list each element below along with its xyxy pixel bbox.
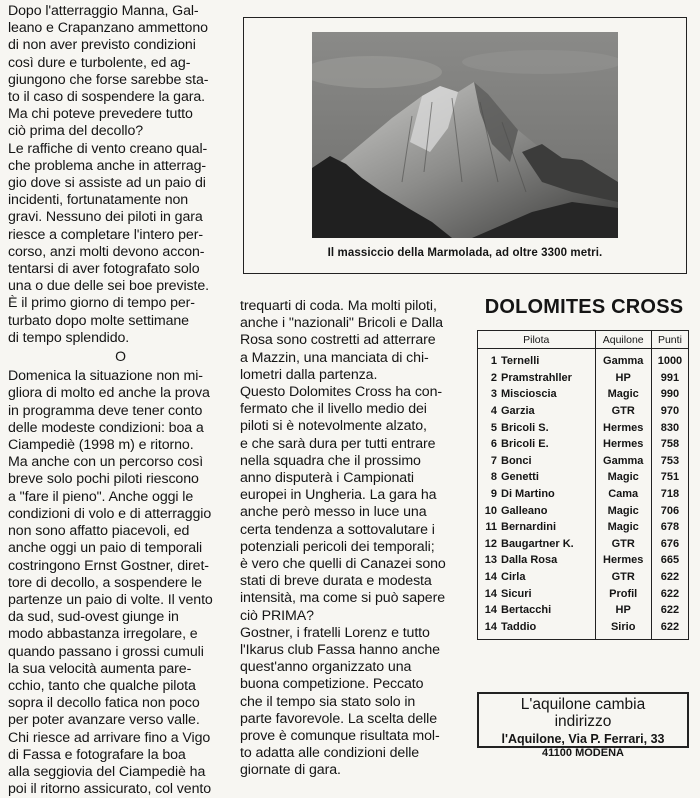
results-rank: 14 [484, 604, 497, 617]
results-rank: 1 [490, 355, 497, 368]
results-points: 706 [651, 502, 688, 519]
text-line: lometri dalla partenza. [240, 366, 378, 383]
text-line: è vero che quelli di Canazei sono [240, 556, 446, 573]
results-points: 758 [651, 436, 688, 453]
text-line: Chi riesce ad arrivare fino a Vigo [8, 729, 211, 746]
results-pilot [478, 403, 596, 420]
text-line: alla seggiovia del Ciampediè ha [8, 763, 206, 780]
results-glider: Magic [595, 386, 651, 403]
results-rank: 13 [484, 554, 497, 567]
header-points: Punti [651, 331, 688, 349]
results-row [478, 453, 689, 470]
results-pilot [478, 436, 596, 453]
photo-frame [243, 17, 687, 274]
results-pilot-name: Ternelli [501, 355, 540, 368]
results-points: 622 [651, 569, 688, 586]
text-line: Domenica la situazione non mi- [8, 368, 203, 385]
text-line: la sua velocità aumenta pare- [8, 660, 192, 677]
photo-caption: Il massiccio della Marmolada, ad oltre 3300 metri. [327, 247, 603, 259]
text-line: riesce a completare l'intero per- [8, 226, 203, 243]
text-line: corso, anzi molti devono accon- [8, 243, 205, 260]
text-line: prove è comunque risultata mol- [240, 728, 440, 745]
results-rank: 2 [490, 371, 497, 384]
results-pilot [478, 569, 596, 586]
text-line: gliora di molto ed anche la prova [8, 385, 210, 402]
results-glider: HP [595, 370, 651, 387]
results-glider: Sirio [595, 619, 651, 640]
results-row [478, 552, 689, 569]
results-pilot [478, 552, 596, 569]
results-rank: 10 [484, 504, 497, 517]
results-rank: 14 [484, 587, 497, 600]
results-pilot [478, 453, 596, 470]
results-glider: Gamma [595, 349, 651, 370]
results-pilot-name: Galleano [501, 504, 548, 517]
text-line: poi il ritorno assicurato, col vento [8, 781, 212, 798]
text-line: ciò prima del decollo? [8, 123, 144, 140]
text-line: giungono che forse sarebbe sta- [8, 71, 209, 88]
results-row [478, 502, 689, 519]
text-line: sopra il decollo fatica non poco [8, 695, 200, 712]
text-line: l'Ikarus club Fassa hanno anche [240, 642, 440, 659]
results-rank: 5 [490, 421, 497, 434]
results-points: 990 [651, 386, 688, 403]
results-pilot [478, 486, 596, 503]
text-line: di non aver previsto condizioni [8, 37, 196, 54]
results-points: 718 [651, 486, 688, 503]
text-line: partenze un paio di volte. Il vento [8, 591, 213, 608]
results-row [478, 469, 689, 486]
results-rank: 14 [484, 620, 497, 633]
results-title: DOLOMITES CROSS [484, 296, 684, 318]
results-pilot [478, 619, 596, 640]
text-line: piloti si è notevolmente alzato, [240, 418, 427, 435]
text-line: da sud, sud-ovest giunge in [8, 609, 179, 626]
results-row [478, 349, 689, 370]
text-line: parte favorevole. La scelta delle [240, 710, 438, 727]
text-line: di Fassa e fotografare la boa [8, 746, 186, 763]
results-rank: 11 [485, 521, 497, 534]
text-line: anno disputerà i Campionati [240, 470, 414, 487]
results-pilot [478, 519, 596, 536]
text-line: intensità, ma come si può sapere [240, 590, 445, 607]
results-glider: Hermes [595, 436, 651, 453]
results-pilot-name: Cirla [501, 571, 526, 584]
results-pilot-name: Bonci [501, 454, 532, 467]
results-pilot-name: Di Martino [501, 488, 555, 501]
text-line: È il primo giorno di tempo per- [8, 295, 195, 312]
results-pilot-name: Dalla Rosa [501, 554, 558, 567]
text-line: anche però messo in luce una [240, 504, 427, 521]
text-line: to adatta alle condizioni delle [240, 745, 420, 762]
text-line: condizioni di volo e di atterraggio [8, 505, 212, 522]
text-line: Le raffiche di vento creano qual- [8, 140, 208, 157]
article-paragraph-2 [8, 368, 233, 798]
results-pilot-name: Bertacchi [501, 604, 552, 617]
article-paragraph-1 [8, 3, 233, 347]
text-line: stati di breve durata e modesta [240, 573, 432, 590]
text-line: incidenti, fortunatamente non [8, 192, 189, 209]
results-points: 751 [651, 469, 688, 486]
results-pilot [478, 370, 596, 387]
text-line: Ma anche con un percorso così [8, 454, 204, 471]
results-points: 622 [651, 619, 688, 640]
results-points: 665 [651, 552, 688, 569]
text-line: che il tempo sia stato solo in [240, 693, 416, 710]
results-pilot-name: Bricoli S. [501, 421, 549, 434]
results-row [478, 536, 689, 553]
notice-address: l'Aquilone, Via P. Ferrari, 33 [501, 732, 665, 746]
text-line: modo abbastanza irregolare, e [8, 626, 198, 643]
header-pilot: Pilota [478, 331, 596, 349]
results-points: 830 [651, 419, 688, 436]
results-rank: 4 [490, 405, 497, 418]
text-line: tore di decollo, a sospendere le [8, 574, 202, 591]
text-line: Gostner, i fratelli Lorenz e tutto [240, 624, 430, 641]
text-line: turbato dopo molte settimane [8, 312, 189, 329]
results-row [478, 602, 689, 619]
results-rank: 14 [484, 571, 497, 584]
results-row [478, 386, 689, 403]
results-pilot-name: Miscioscia [501, 388, 557, 401]
text-line: in programma deve tener conto [8, 402, 203, 419]
results-glider: Magic [595, 519, 651, 536]
results-pilot [478, 419, 596, 436]
text-line: leano e Crapanzano ammettono [8, 20, 208, 37]
text-line: giornate di gara. [240, 762, 341, 779]
text-line: to il caso di sospendere la gara. [8, 89, 206, 106]
text-line: di tempo splendido. [8, 329, 130, 346]
text-line: costringono Ernst Gostner, diret- [8, 557, 209, 574]
results-glider: Magic [595, 469, 651, 486]
text-line: certa tendenza a sottovalutare i [240, 521, 435, 538]
results-rank: 3 [490, 388, 497, 401]
results-glider: Profil [595, 585, 651, 602]
results-pilot [478, 536, 596, 553]
results-points: 753 [651, 453, 688, 470]
text-line: potenziali pericoli dei temporali; [240, 538, 435, 555]
text-line: Dopo l'atterraggio Manna, Gal- [8, 3, 199, 19]
results-row [478, 569, 689, 586]
results-pilot-name: Pramstrahller [501, 371, 572, 384]
results-glider: Hermes [595, 552, 651, 569]
text-line: a "fare il pieno". Anche oggi le [8, 488, 194, 505]
results-points: 991 [651, 370, 688, 387]
results-row [478, 619, 689, 640]
text-line: gravi. Nessuno dei piloti in gara [8, 209, 203, 226]
results-points: 1000 [651, 349, 688, 370]
notice-title-line2: indirizzo [554, 713, 612, 730]
results-points: 622 [651, 602, 688, 619]
text-line: delle modeste condizioni: boa a [8, 419, 204, 436]
results-rank: 9 [490, 488, 497, 501]
results-pilot-name: Bricoli E. [501, 438, 549, 451]
results-pilot [478, 469, 596, 486]
text-line: trequarti di coda. Ma molti piloti, [240, 298, 437, 314]
results-points: 676 [651, 536, 688, 553]
text-line: breve solo pochi piloti riescono [8, 471, 199, 488]
header-glider: Aquilone [595, 331, 651, 349]
results-glider: Gamma [595, 453, 651, 470]
text-line: e che sarà dura per tutti entrare [240, 435, 436, 452]
results-glider: Magic [595, 502, 651, 519]
results-pilot-name: Bernardini [501, 521, 557, 534]
results-row [478, 419, 689, 436]
results-pilot-name: Sicuri [501, 587, 532, 600]
text-line: che problema anche in atterrag- [8, 157, 207, 174]
article-column-2 [240, 298, 465, 780]
results-glider: HP [595, 602, 651, 619]
text-line: Ciampediè (1998 m) e ritorno. [8, 437, 194, 454]
results-row [478, 519, 689, 536]
results-table [477, 330, 689, 640]
section-separator: O [115, 348, 126, 365]
results-glider: Hermes [595, 419, 651, 436]
text-line: a Mazzin, una manciata di chi- [240, 349, 429, 366]
results-rank: 7 [490, 454, 497, 467]
notice-title [479, 696, 687, 730]
results-pilot-name: Genetti [501, 471, 539, 484]
text-line: una o due delle sei boe previste. [8, 278, 209, 295]
text-line: ciò PRIMA? [240, 607, 314, 624]
results-pilot-name: Taddio [501, 620, 537, 633]
marmolada-photo [312, 32, 618, 238]
results-pilot-name: Baugartner K. [501, 537, 574, 550]
text-line: così dure e turbolente, ed ag- [8, 54, 191, 71]
text-line: tentarsi di aver fotografato solo [8, 261, 200, 278]
results-glider: GTR [595, 536, 651, 553]
text-line: gio dove si assiste ad un paio di [8, 175, 206, 192]
results-pilot [478, 349, 596, 370]
results-pilot [478, 585, 596, 602]
address-change-notice [477, 692, 689, 759]
results-pilot [478, 386, 596, 403]
results-pilot-name: Garzia [501, 405, 535, 418]
results-glider: GTR [595, 403, 651, 420]
notice-title-line1: L'aquilone cambia [520, 696, 646, 713]
results-row [478, 585, 689, 602]
results-rank: 12 [484, 537, 497, 550]
results-glider: GTR [595, 569, 651, 586]
text-line: quest'anno organizzato una [240, 659, 412, 676]
results-pilot [478, 502, 596, 519]
results-row [478, 403, 689, 420]
text-line: anche i "nazionali" Bricoli e Dalla [240, 315, 443, 332]
results-row [478, 436, 689, 453]
results-row [478, 370, 689, 387]
text-line: non sono affatto piacevoli, ed [8, 523, 190, 540]
text-line: anche oggi un paio di temporali [8, 540, 203, 557]
text-line: Rosa sono costretti ad atterrare [240, 332, 436, 349]
results-row [478, 486, 689, 503]
results-header-row [478, 331, 689, 349]
text-line: cchio, tanto che qualche pilota [8, 677, 196, 694]
results-points: 622 [651, 585, 688, 602]
text-line: nella squadra che il prossimo [240, 452, 421, 469]
text-line: europei in Ungheria. La gara ha [240, 487, 437, 504]
text-line: buona competizione. Peccato [240, 676, 424, 693]
results-points: 970 [651, 403, 688, 420]
results-rank: 8 [490, 471, 497, 484]
text-line: quando passano i grossi cumuli [8, 643, 204, 660]
results-rank: 6 [490, 438, 497, 451]
results-pilot [478, 602, 596, 619]
text-line: fermato che il livello medio dei [240, 401, 427, 418]
results-glider: Cama [595, 486, 651, 503]
article-column-1 [8, 3, 233, 798]
notice-city: 41100 MODENA [542, 747, 624, 759]
text-line: Ma chi poteve prevedere tutto [8, 106, 193, 123]
text-line: Questo Dolomites Cross ha con- [240, 384, 443, 401]
results-points: 678 [651, 519, 688, 536]
text-line: per poter avanzare verso valle. [8, 712, 200, 729]
